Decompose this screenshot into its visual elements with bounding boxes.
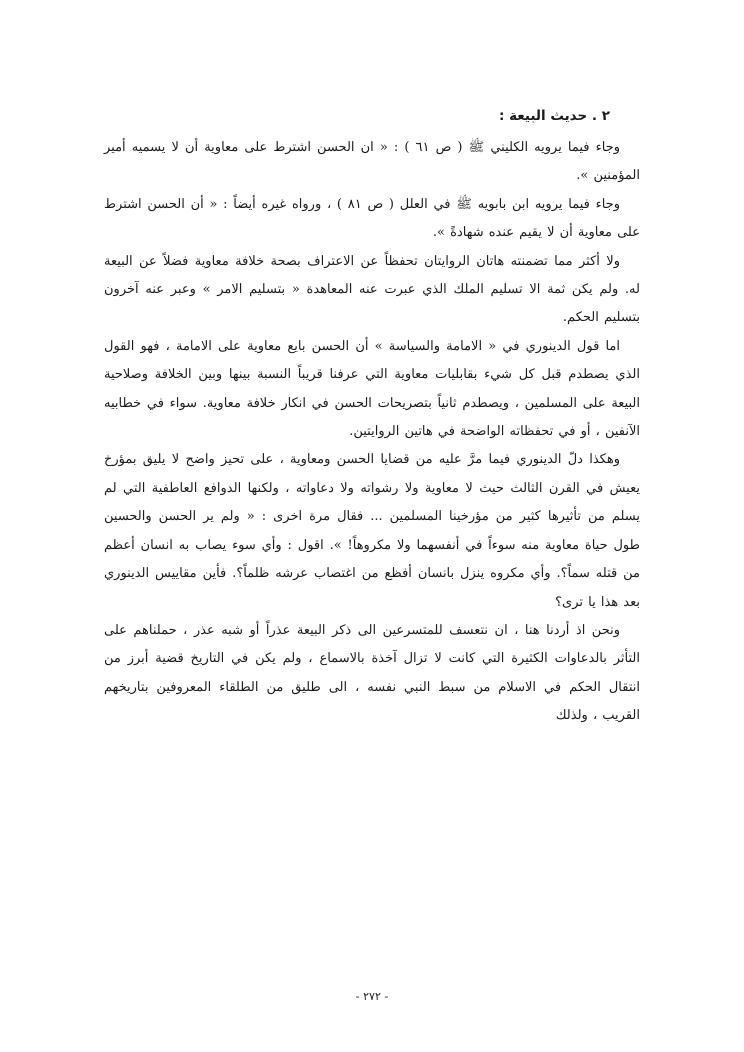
page-body xyxy=(104,106,640,731)
paragraph-4: اما قول الدينوري في « الامامة والسياسة » أن الحسن بايع معاوية على الامامة ، فهو القول الذي يصطدم قبل كل شيء بقابليات معاوية التي عرفنا قريباً النسبة بينها وبين الخلافة وصلاحية البيعة على المسلمين ، ويصطدم ثانياً بتصريحات الحسن في انكار خلافة معاوية. سواء في خطابيه الآنفين ، أو في تحفظاته الواضحة في هاتين الروايتين. xyxy=(104,338,640,440)
paragraph-1: وجاء فيما يرويه الكليني ﷺ ( ص ٦١ ) : « ان الحسن اشترط على معاوية أن لا يسميه أمير المؤمنين ». xyxy=(104,140,640,184)
paragraph-5: وهكذا دلّ الدينوري فيما مرَّ عليه من قضايا الحسن ومعاوية ، على تحيز واضح لا يليق بمؤرخ يعيش في القرن الثالث حيث لا معاوية ولا رشواته ولا دعاواته ، ولكنها الدوافع العاطفية التي لم يسلم من تأثيرها كثير من مؤرخينا المسلمين ... فقال مرة اخرى : « ولم ير الحسن والحسين طول حياة معاوية منه سوءاً في أنفسهما ولا مكروهاً! ». اقول : وأي سوء يصاب به انسان أعظم من قتله سماً؟. وأي مكروه ينزل بانسان أفظع من اغتصاب عرشه ظلماً؟. فأين مقاييس الدينوري بعد هذا يا ترى؟ xyxy=(104,452,640,610)
page-number: - ٢٧٢ - xyxy=(355,990,389,1003)
paragraph-6: ونحن اذ أردنا هنا ، ان نتعسف للمتسرعين الى ذكر البيعة عذراً أو شبه عذر ، حملناهم على التأثر بالدعاوات الكثيرة التي كانت لا تزال آخذة بالاسماع ، ولم يكن في التاريخ قضية أبرز من انتقال الحكم في الاسلام من سبط النبي نفسه ، الى طليق من الطلقاء المعروفين بتاريخهم القريب ، ولذلك xyxy=(104,622,640,724)
paragraph-2: وجاء فيما يرويه ابن بابويه ﷺ في العلل ( ص ٨١ ) ، ورواه غيره أيضاً : « أن الحسن اشترط على معاوية أن لا يقيم عنده شهادةً ». xyxy=(104,196,640,241)
paragraph-3: ولا أكثر مما تضمنته هاتان الروايتان تحفظاً عن الاعتراف بصحة خلافة معاوية فضلاً عن البيعة له. ولم يكن ثمة الا تسليم الملك الذي عبرت عنه المعاهدة « بتسليم الامر » وعبر عنه آخرون بتسليم الحكم. xyxy=(104,253,640,326)
section-heading: ٢ . حديث البيعة : xyxy=(499,108,610,124)
